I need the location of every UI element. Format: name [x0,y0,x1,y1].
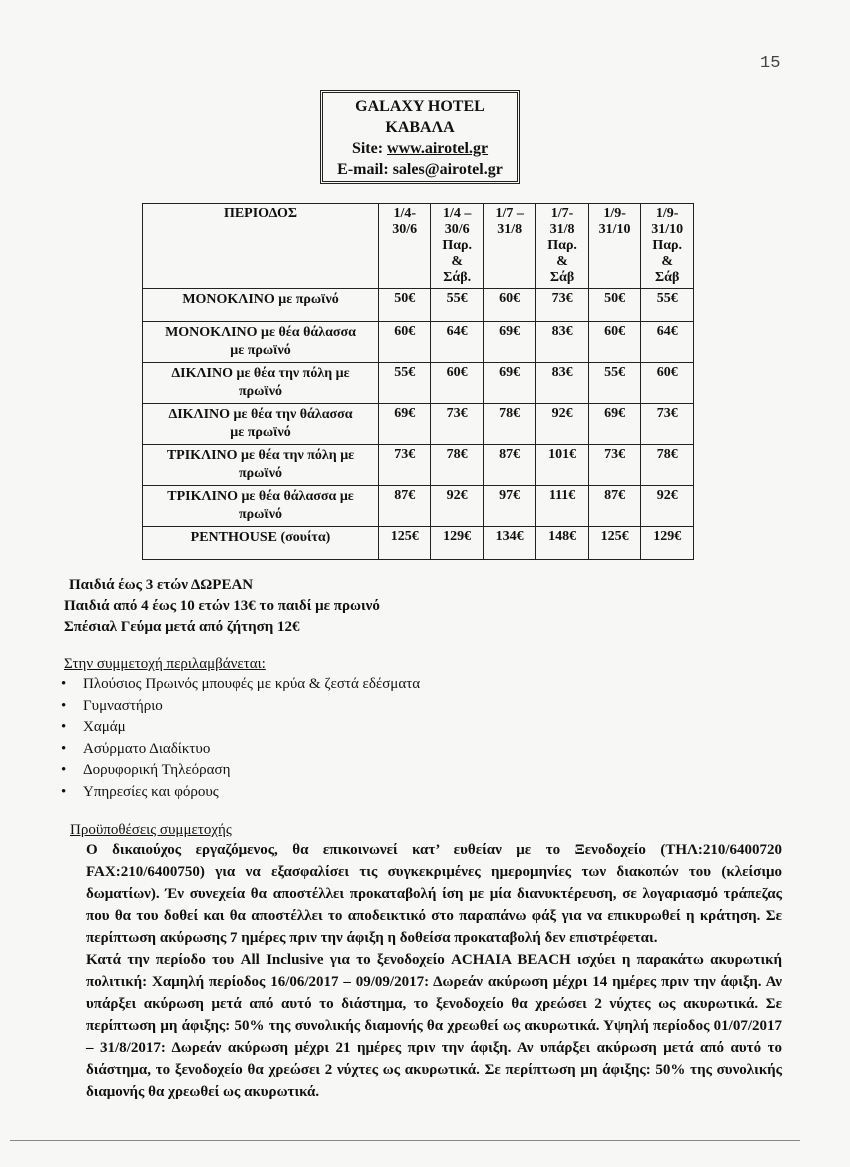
page-number: 15 [760,54,781,73]
site-line [323,138,517,159]
period-header-line: 1/4 – [442,206,472,221]
period-header: ΠΕΡΙΟΔΟΣ [143,204,379,289]
price-cell: 69€ [588,404,641,445]
period-column-header [483,204,535,289]
conditions-paragraph: Κατά την περίοδο του All Inclusive για το ξενοδοχείο ACHAIA BEACH ισχύει η παρακάτω ακυρωτική πολιτική: Χαμηλή περίοδος 16/06/2017 – 09/09/2017: Δωρεάν ακύρωση μέχρι 14 ημέρες πριν την άφιξη. Αν υπάρξει ακύρωση μετά από αυτό το διάστημα, το ξενοδοχείο θα χρεώσει 2 νύχτες ως ακυρωτικά. Σε περίπτωση μη άφιξης: 50% της συνολικής διαμονής θα χρεωθεί ως ακυρωτικά. Υψηλή περίοδος 01/07/2017 – 31/8/2017: Δωρεάν ακύρωση μέχρι 21 ημέρες πριν την άφιξη. Αν υπάρξει ακύρωση μετά από αυτό το διάστημα, το ξενοδοχείο θα χρεώσει 2 νύχτες ως ακυρωτικά. Σε περίπτωση μη άφιξης: 50% της συνολικής διαμονής θα χρεωθεί ως ακυρωτικά. [86,952,782,1100]
price-cell: 92€ [641,486,694,527]
included-title: Στην συμμετοχή περιλαμβάνεται: [64,656,266,672]
period-header-line: Παρ. [547,238,577,253]
room-type-cell [143,322,379,363]
included-item: • Πλούσιος Πρωινός μπουφές με κρύα & ζεστά εδέσματα [65,674,420,696]
price-cell: 60€ [588,322,641,363]
included-item: • Υπηρεσίες και φόρους [65,782,420,804]
period-column-header [588,204,641,289]
room-row [143,289,694,322]
room-type-cell [143,404,379,445]
price-cell: 55€ [431,289,483,322]
price-cell: 78€ [431,445,483,486]
period-header-line: 1/9- [603,206,626,221]
period-header-line: Σάβ [549,270,575,285]
site-label: Site: [351,140,384,157]
room-row [143,322,694,363]
price-cell: 129€ [431,527,483,560]
price-cell: 60€ [641,363,694,404]
room-type-line: με πρωϊνό [230,425,291,440]
included-item: • Δορυφορική Τηλεόραση [65,760,420,782]
rates-table [142,203,694,560]
room-type-line: PENTHOUSE (σουίτα) [190,530,331,545]
room-type-line: με πρωϊνό [230,343,291,358]
room-row [143,404,694,445]
price-cell: 69€ [483,322,535,363]
period-header-line: 1/7- [550,206,574,221]
hotel-city: ΚΑΒΑΛΑ [385,119,455,136]
price-cell: 111€ [536,486,588,527]
hotel-header-box [320,90,520,184]
price-cell: 83€ [536,363,588,404]
period-header-line: 30/6 [392,222,418,237]
period-header-line: & [451,254,464,269]
included-list [45,674,420,803]
room-type-cell [143,445,379,486]
room-row [143,445,694,486]
conditions-paragraph: Ο δικαιούχος εργαζόμενος, θα επικοινωνεί κατ’ ευθείαν με το Ξενοδοχείο (ΤΗΛ:210/6400720 FAX:210/6400750) για να εξασφαλίσει τις συγκεκριμένες ημερομηνίες των διακοπών του (κλείσιμο δωματίων). Έν συνεχεία θα αποστέλλει προκαταβολή ίση με μία διανυκτέρευση, σε λογαριασμό τράπεζας που θα του δοθεί και θα αποστέλλει το αποδεικτικό στο παραπάνω φάξ για να επικυρωθεί η κράτηση. Σε περίπτωση ακύρωσης 7 ημέρες πριν την άφιξη η δοθείσα προκαταβολή δεν επιστρέφεται. [86,842,782,946]
price-cell: 87€ [483,445,535,486]
hotel-name: GALAXY HOTEL [355,98,485,115]
price-cell: 87€ [588,486,641,527]
price-cell: 125€ [379,527,431,560]
price-cell: 69€ [379,404,431,445]
room-type-line: ΤΡΙΚΛΙΝΟ με θέα την πόλη με [166,448,355,463]
email-label: E-mail: [337,161,389,178]
room-type-line: ΔΙΚΛΙΝΟ με θέα την πόλη με [171,366,350,381]
price-cell: 97€ [483,486,535,527]
room-type-line: ΤΡΙΚΛΙΝΟ με θέα θάλασσα με [167,489,354,504]
note-line: Παιδιά έως 3 ετών ΔΩΡΕΑΝ [69,577,254,593]
room-row [143,486,694,527]
price-cell: 92€ [536,404,588,445]
included-item: • Γυμναστήριο [65,696,420,718]
note-line: Σπέσιαλ Γεύμα μετά από ζήτηση 12€ [64,619,300,635]
price-cell: 55€ [641,289,694,322]
room-type-cell [143,363,379,404]
room-type-cell [143,486,379,527]
rates-body [143,289,694,560]
included-item: • Ασύρματο Διαδίκτυο [65,739,420,761]
room-type-line: πρωϊνό [239,466,282,481]
price-cell: 134€ [483,527,535,560]
room-type-line: πρωϊνό [239,507,282,522]
price-cell: 148€ [536,527,588,560]
room-type-line: ΜΟΝΟΚΛΙΝΟ με πρωϊνό [182,292,339,307]
period-column-header [431,204,483,289]
period-header-line: 31/10 [598,222,631,237]
period-header-line: 31/8 [549,222,575,237]
price-cell: 60€ [483,289,535,322]
rates-header-row [143,204,694,289]
price-cell: 73€ [641,404,694,445]
period-column-header [641,204,694,289]
site-link[interactable]: www.airotel.gr [387,140,489,157]
email-address[interactable]: sales@airotel.gr [392,161,503,178]
email-line [323,159,517,180]
price-cell: 55€ [588,363,641,404]
period-header-line: & [661,254,674,269]
footer-divider [10,1140,800,1141]
price-cell: 125€ [588,527,641,560]
price-cell: 64€ [431,322,483,363]
note-line: Παιδιά από 4 έως 10 ετών 13€ το παιδί με πρωινό [64,598,380,614]
room-row [143,527,694,560]
price-cell: 87€ [379,486,431,527]
price-cell: 64€ [641,322,694,363]
room-type-line: πρωϊνό [239,384,282,399]
price-cell: 73€ [379,445,431,486]
price-cell: 73€ [431,404,483,445]
period-header-line: 31/8 [497,222,523,237]
period-header-line: 30/6 [444,222,470,237]
price-cell: 73€ [588,445,641,486]
room-type-line: ΔΙΚΛΙΝΟ με θέα την θάλασσα [168,407,353,422]
price-cell: 60€ [431,363,483,404]
period-header-line: Σάβ [655,270,680,285]
period-header-line: 1/9- [655,206,679,221]
price-cell: 83€ [536,322,588,363]
conditions-text [86,839,782,1103]
price-cell: 78€ [483,404,535,445]
price-cell: 55€ [379,363,431,404]
price-cell: 69€ [483,363,535,404]
price-cell: 50€ [379,289,431,322]
price-cell: 129€ [641,527,694,560]
room-type-line: ΜΟΝΟΚΛΙΝΟ με θέα θάλασσα [165,325,356,340]
period-header-line: 1/7 – [495,206,524,221]
price-cell: 73€ [536,289,588,322]
period-header-line: Παρ. [442,238,473,253]
period-header-line: Σάβ. [443,270,472,285]
included-item: • Χαμάμ [65,717,420,739]
period-header-line: Παρ. [652,238,683,253]
price-cell: 78€ [641,445,694,486]
period-header-line: & [556,254,568,269]
period-header-line: 31/10 [651,222,684,237]
price-cell: 101€ [536,445,588,486]
period-header-line: 1/4- [393,206,416,221]
room-type-cell [143,289,379,322]
price-cell: 60€ [379,322,431,363]
conditions-title: Προϋποθέσεις συμμετοχής [70,822,232,838]
room-row [143,363,694,404]
price-cell: 92€ [431,486,483,527]
period-column-header [536,204,588,289]
room-type-cell [143,527,379,560]
price-cell: 50€ [588,289,641,322]
children-notes [64,575,380,638]
period-column-header [379,204,431,289]
